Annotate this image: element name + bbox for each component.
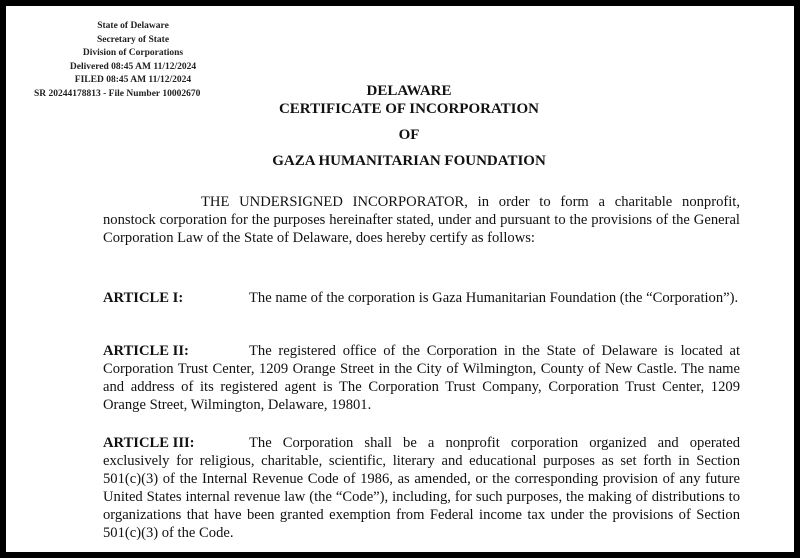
title-state: DELAWARE	[366, 83, 452, 99]
filing-stamp	[34, 20, 228, 101]
article-label: ARTICLE I:	[103, 290, 184, 306]
article-label: ARTICLE III:	[103, 435, 195, 451]
article-text: The name of the corporation is Gaza Humanitarian Foundation (the “Corporation”).	[249, 290, 739, 306]
stamp-line-state: State of Delaware	[97, 21, 169, 31]
article-text: The Corporation shall be a nonprofit corporation organized and operated exclusively for religious, charitable, scientific, literary and educational purposes as set forth in Section 501(c)(3) of the Internal Revenue Code of 1986, as amended, or the corresponding provision of any future United States internal revenue law (the “Code”), including, for such purposes, the making of distributions to organizations that have been granted exemption from Federal income tax under the provisions of Section 501(c)(3) of the Code.	[103, 435, 740, 541]
title-document-type: CERTIFICATE OF INCORPORATION	[278, 101, 540, 117]
stamp-line-delivered: Delivered 08:45 AM 11/12/2024	[69, 61, 197, 72]
intro-paragraph: THE UNDERSIGNED INCORPORATOR, in order to form a charitable nonprofit, nonstock corporation for the purposes hereinafter stated, under and pursuant to the provisions of the General Corporation Law of the State of Delaware, does hereby certify as follows:	[103, 194, 740, 246]
article-2	[103, 342, 740, 414]
title-entity-name: GAZA HUMANITARIAN FOUNDATION	[272, 153, 546, 169]
stamp-line-secretary: Secretary of State	[96, 34, 170, 45]
stamp-line-filed: FILED 08:45 AM 11/12/2024	[74, 75, 192, 85]
article-1	[103, 289, 740, 307]
article-text: The registered office of the Corporation in the State of Delaware is located at Corporation Trust Center, 1209 Orange Street in the City of Wilmington, County of New Castle. The name and address of its registered agent is The Corporation Trust Company, Corporation Trust Center, 1209 Orange Street, Wilmington, Delaware, 19801.	[103, 343, 740, 413]
stamp-line-division: Division of Corporations	[82, 48, 184, 58]
stamp-line-file-number: SR 20244178813 - File Number 10002670	[34, 88, 201, 99]
article-label: ARTICLE II:	[103, 343, 189, 359]
article-3	[103, 434, 740, 542]
title-of: OF	[398, 127, 420, 143]
